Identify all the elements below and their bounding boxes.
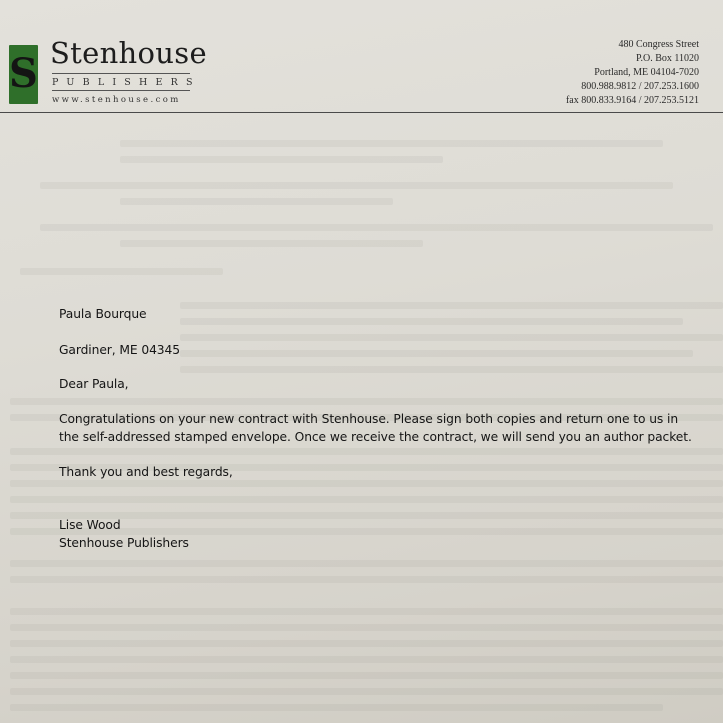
closing: Thank you and best regards, [59,465,233,479]
brand-rule-top [52,73,190,74]
address-line: 800.988.9812 / 207.253.1600 [581,81,699,92]
show-through-line [10,448,723,455]
show-through-line [10,608,723,615]
show-through-line [120,156,443,163]
show-through-line [10,398,723,405]
body-line: Congratulations on your new contract with Stenhouse. Please sign both copies and return one to us in [59,412,679,426]
show-through-line [10,656,723,663]
logo-letter: S [9,50,38,97]
show-through-line [10,688,723,695]
show-through-line [40,182,673,189]
show-through-line [20,268,223,275]
signer-organization: Stenhouse Publishers [59,536,189,550]
show-through-line [120,240,423,247]
show-through-line [10,496,723,503]
show-through-line [120,198,393,205]
website-url: www.stenhouse.com [52,95,181,105]
show-through-line [10,624,723,631]
show-through-line [120,140,663,147]
address-line: fax 800.833.9164 / 207.253.5121 [565,95,699,106]
salutation: Dear Paula, [59,377,129,391]
show-through-line [180,302,723,309]
brand-name: Stenhouse [50,36,207,70]
signer-name: Lise Wood [59,518,121,532]
brand-rule-bottom [52,90,190,91]
show-through-line [180,366,723,373]
show-through-line [10,704,663,711]
show-through-line [10,480,723,487]
recipient-city: Gardiner, ME 04345 [59,343,180,357]
show-through-line [10,560,723,567]
show-through-line [180,334,723,341]
recipient-name: Paula Bourque [59,307,147,321]
show-through-line [10,640,723,647]
show-through-line [10,576,723,583]
letterhead-divider [0,112,723,113]
show-through-line [40,224,713,231]
show-through-line [180,350,693,357]
show-through-line [180,318,683,325]
body-line: the self-addressed stamped envelope. Once we receive the contract, we will send you an author packet. [59,430,692,444]
brand-subtitle: PUBLISHERS [52,77,201,88]
show-through-line [10,672,723,679]
stenhouse-logo-mark [9,45,38,104]
address-line: P.O. Box 11020 [636,53,699,64]
address-line: 480 Congress Street [618,39,699,50]
address-line: Portland, ME 04104-7020 [594,67,699,78]
publisher-address [566,38,699,108]
